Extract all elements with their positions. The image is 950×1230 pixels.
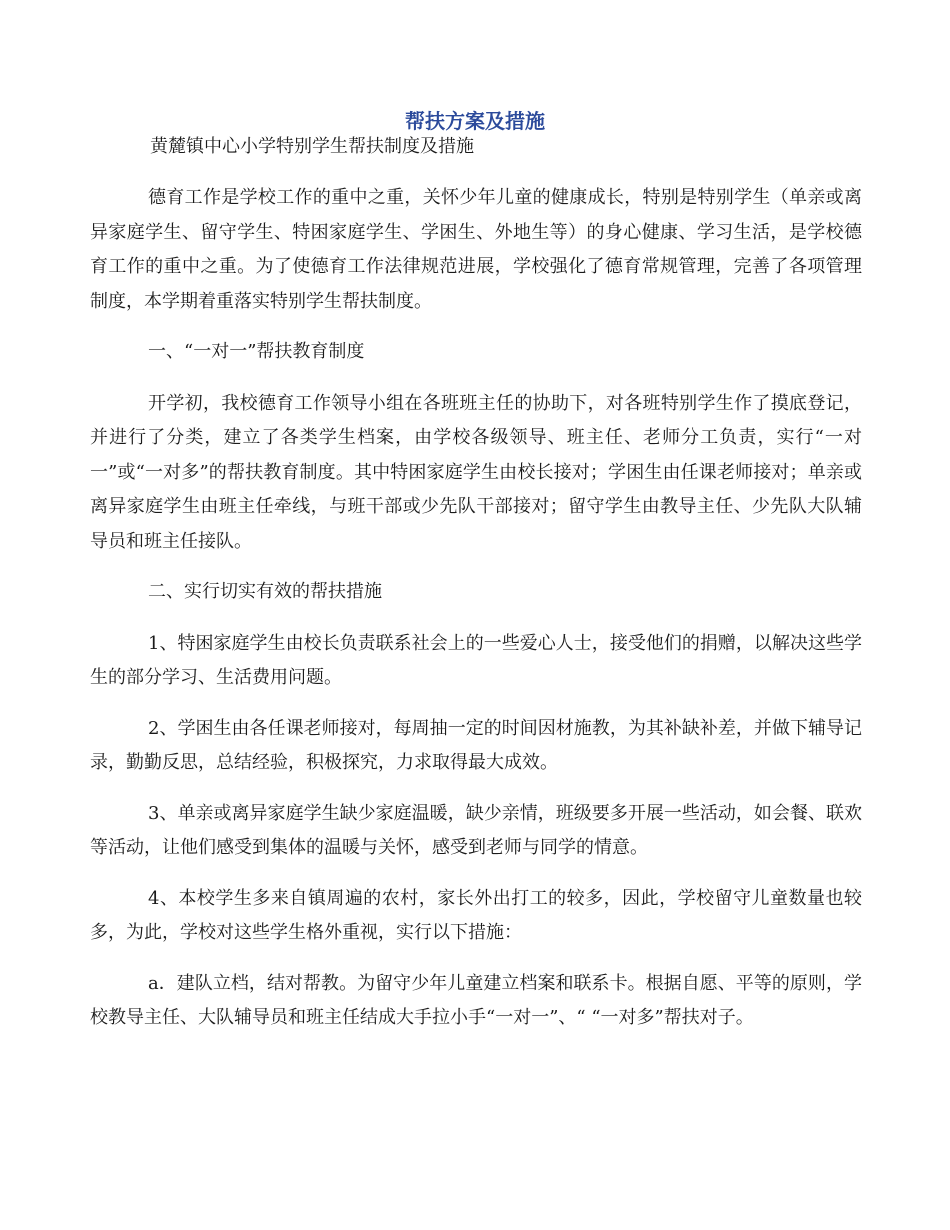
measure-item-4a: a．建队立档，结对帮教。为留守少年儿童建立档案和联系卡。根据自愿、平等的原则，学校教导主任、大队辅导员和班主任结成大手拉小手“一对一”、“ “一对多”帮扶对子。 <box>90 972 862 1028</box>
section-heading-1: 一、“一对一”帮扶教育制度 <box>148 341 365 362</box>
measure-item-3: 3、单亲或离异家庭学生缺少家庭温暖，缺少亲情，班级要多开展一些活动，如会餐、联欢等活动，让他们感受到集体的温暖与关怀，感受到老师与同学的情意。 <box>90 802 862 858</box>
document-body <box>90 181 862 1052</box>
document-title: 帮扶方案及措施 <box>405 109 545 133</box>
intro-paragraph: 德育工作是学校工作的重中之重，关怀少年儿童的健康成长，特别是特别学生（单亲或离异家庭学生、留守学生、特困家庭学生、学困生、外地生等）的身心健康、学习生活，是学校德育工作的重中之重。为了使德育工作法律规范进展，学校强化了德育常规管理，完善了各项管理制度，本学期着重落实特别学生帮扶制度。 <box>90 187 862 312</box>
measure-item-4: 4、本校学生多来自镇周遍的农村，家长外出打工的较多，因此，学校留守儿童数量也较多，为此，学校对这些学生格外重视，实行以下措施： <box>90 887 862 943</box>
section-1-paragraph: 开学初，我校德育工作领导小组在各班班主任的协助下，对各班特别学生作了摸底登记，并进行了分类，建立了各类学生档案，由学校各级领导、班主任、老师分工负责，实行“一对一”或“一对多”的帮扶教育制度。其中特困家庭学生由校长接对；学困生由任课老师接对；单亲或离异家庭学生由班主任牵线，与班干部或少先队干部接对；留守学生由教导主任、少先队大队辅导员和班主任接队。 <box>90 392 862 552</box>
measure-item-1: 1、特困家庭学生由校长负责联系社会上的一些爱心人士，接受他们的捐赠，以解决这些学生的部分学习、生活费用问题。 <box>90 632 862 688</box>
measure-item-2: 2、学困生由各任课老师接对，每周抽一定的时间因材施教，为其补缺补差，并做下辅导记录，勤勤反思，总结经验，积极探究，力求取得最大成效。 <box>90 717 862 773</box>
section-heading-2: 二、实行切实有效的帮扶措施 <box>148 581 382 602</box>
document-subtitle: 黄麓镇中心小学特别学生帮扶制度及措施 <box>150 136 474 157</box>
